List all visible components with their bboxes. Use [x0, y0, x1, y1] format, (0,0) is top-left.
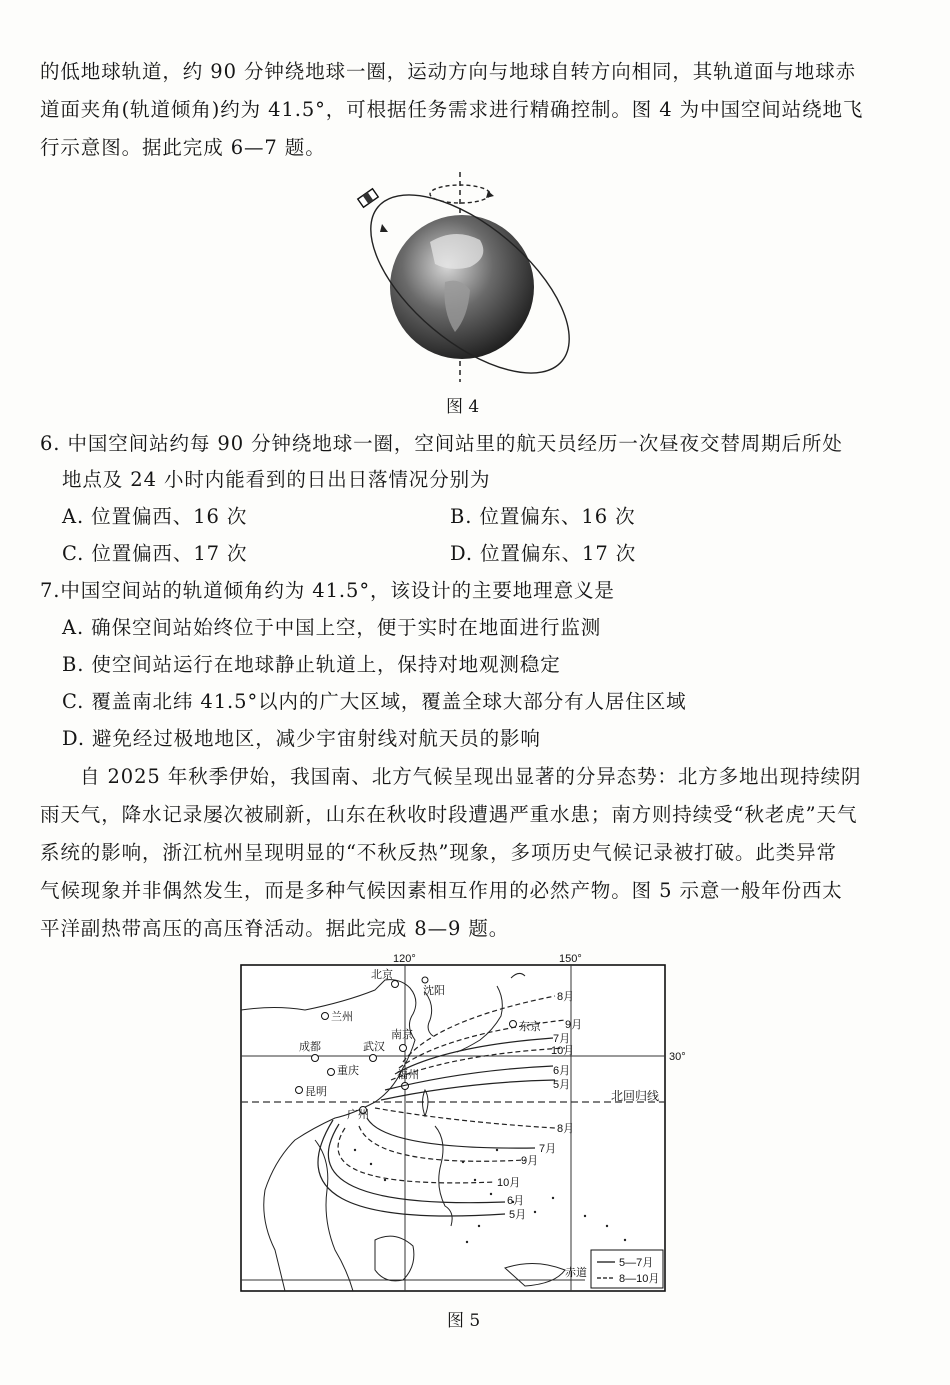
passage-line-1: 自 2025 年秋季伊始，我国南、北方气候呈现出显著的分异态势：北方多地出现持续阴: [80, 765, 862, 788]
city-label-chengdu: 成都: [299, 1041, 321, 1053]
q6-option-a[interactable]: A. 位置偏西、16 次: [62, 505, 248, 528]
lon-label-120: 120°: [393, 953, 416, 965]
city-marker-beijing: [392, 981, 399, 988]
month-north-5: 5月: [553, 1079, 571, 1091]
q7-option-a[interactable]: A. 确保空间站始终位于中国上空，便于实时在地面进行监测: [62, 616, 602, 639]
lat-30-label: 30°: [669, 1051, 686, 1063]
month-south-6: 6月: [507, 1195, 525, 1207]
city-label-tokyo: 东京: [519, 1021, 541, 1033]
month-south-9: 9月: [521, 1155, 539, 1167]
month-north-7: 7月: [553, 1033, 571, 1045]
q6-option-b[interactable]: B. 位置偏东、16 次: [450, 505, 636, 528]
city-marker-wuhan: [370, 1055, 377, 1062]
city-marker-nanjing: [400, 1045, 407, 1052]
city-marker-lanzhou: [322, 1013, 329, 1020]
q6-stem-line-1: 6. 中国空间站约每 90 分钟绕地球一圈，空间站里的航天员经历一次昼夜交替周期后所处: [40, 432, 843, 455]
month-north-8: 8月: [557, 991, 575, 1003]
city-label-guangzhou: 广州: [347, 1109, 369, 1121]
legend-label-solid: 5—7月: [619, 1257, 654, 1269]
tropic-label: 北回归线: [611, 1089, 660, 1103]
map-frame: [241, 965, 665, 1291]
equator-label: 赤道: [565, 1267, 587, 1279]
q6-option-d[interactable]: D. 位置偏东、17 次: [450, 542, 637, 565]
city-label-fuzhou: 福州: [397, 1069, 419, 1081]
q7-stem: 7.中国空间站的轨道倾角约为 41.5°，该设计的主要地理意义是: [40, 579, 615, 602]
month-north-9: 9月: [565, 1019, 583, 1031]
city-label-chongqing: 重庆: [337, 1065, 359, 1077]
city-label-wuhan: 武汉: [363, 1041, 385, 1053]
intro-line-3: 行示意图。据此完成 6—7 题。: [40, 136, 326, 159]
passage-line-3: 系统的影响，浙江杭州呈现明显的“不秋反热”现象，多项历史气候记录被打破。此类异常: [40, 841, 837, 864]
month-south-7: 7月: [539, 1143, 557, 1155]
city-marker-shenyang: [422, 977, 428, 983]
figure-4-orbit-diagram: [330, 172, 610, 382]
month-south-10: 10月: [497, 1177, 521, 1189]
intro-line-1: 的低地球轨道，约 90 分钟绕地球一圈，运动方向与地球自转方向相同，其轨道面与地球赤: [40, 60, 857, 83]
city-marker-chengdu: [312, 1055, 319, 1062]
q7-option-c[interactable]: C. 覆盖南北纬 41.5°以内的广大区域，覆盖全球大部分有人居住区域: [62, 690, 687, 713]
legend-label-dashed: 8—10月: [619, 1273, 660, 1285]
q7-option-b[interactable]: B. 使空间站运行在地球静止轨道上，保持对地观测稳定: [62, 653, 561, 676]
month-north-10: 10月: [551, 1045, 575, 1057]
q6-option-c[interactable]: C. 位置偏西、17 次: [62, 542, 248, 565]
month-south-5: 5月: [509, 1209, 527, 1221]
figure-4-caption: 图 4: [446, 397, 480, 417]
figure-5-map: [235, 950, 686, 1296]
passage-line-5: 平洋副热带高压的高压脊活动。据此完成 8—9 题。: [40, 917, 510, 940]
city-label-nanjing: 南京: [391, 1029, 413, 1041]
month-north-6: 6月: [553, 1065, 571, 1077]
figure-5-caption: 图 5: [447, 1311, 481, 1331]
space-station-icon: [358, 189, 378, 208]
passage-line-2: 雨天气，降水记录屡次被刷新，山东在秋收时段遭遇严重水患；南方则持续受“秋老虎”天气: [40, 803, 858, 826]
intro-line-2: 道面夹角(轨道倾角)约为 41.5°，可根据任务需求进行精确控制。图 4 为中国空间站绕地飞: [40, 98, 864, 121]
lon-label-150: 150°: [559, 953, 582, 965]
city-label-shenyang: 沈阳: [423, 985, 445, 997]
q7-option-d[interactable]: D. 避免经过极地地区，减少宇宙射线对航天员的影响: [62, 727, 541, 750]
q6-stem-line-2: 地点及 24 小时内能看到的日出日落情况分别为: [62, 468, 491, 491]
city-label-beijing: 北京: [371, 969, 393, 981]
map-legend: [591, 1250, 663, 1288]
city-label-lanzhou: 兰州: [331, 1011, 353, 1023]
city-marker-chongqing: [328, 1069, 335, 1076]
city-marker-kunming: [296, 1087, 303, 1094]
city-label-kunming: 昆明: [305, 1086, 327, 1098]
passage-line-4: 气候现象并非偶然发生，而是多种气候因素相互作用的必然产物。图 5 示意一般年份西太: [40, 879, 843, 902]
city-marker-tokyo: [510, 1021, 517, 1028]
month-south-8: 8月: [557, 1123, 575, 1135]
